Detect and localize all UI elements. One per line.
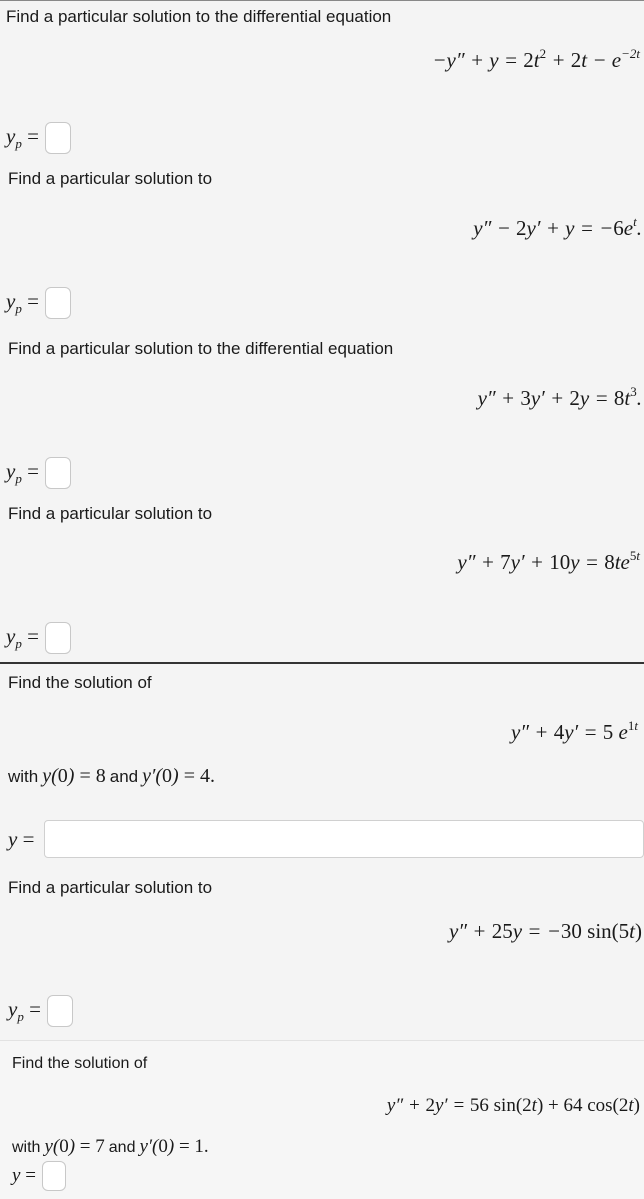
answer-label: $y_p$ = [6, 458, 39, 487]
problem-2-prompt: Find a particular solution to [8, 169, 213, 188]
answer-label: y = [12, 1165, 36, 1186]
problem-5-answer [8, 820, 644, 858]
problem-1-equation: $-y'' + y = 2t^2 + 2t - e^{-2t}$ [432, 46, 640, 72]
problem-2-answer [6, 287, 71, 319]
problem-1-answer [6, 122, 71, 154]
problem-7-equation: y″ + 2y′ = 56 sin(2t) + 64 cos(2t) [386, 1095, 640, 1116]
problem-4-answer [6, 622, 71, 654]
answer-label: $y_p$ = [6, 288, 39, 317]
answer-label: $y_p$ = [6, 123, 39, 152]
problem-6-answer [8, 995, 73, 1027]
problem-3-prompt: Find a particular solution to the differential equation [8, 339, 394, 358]
problem-6-answer-input[interactable] [47, 995, 73, 1027]
problem-2-answer-input[interactable] [45, 287, 71, 319]
problem-5-prompt: Find the solution of [8, 673, 152, 692]
problem-3-answer-input[interactable] [45, 457, 71, 489]
section-divider [0, 662, 644, 664]
problem-7-prompt: Find the solution of [12, 1055, 148, 1072]
answer-label: $y_p$ = [6, 623, 39, 652]
problem-1-answer-input[interactable] [45, 122, 71, 154]
answer-label: $y_p$ = [8, 996, 41, 1025]
problem-5-equation: y″ + 4y′ = 5 $e^{1t}$ [510, 718, 638, 744]
top-divider [0, 0, 644, 1]
problem-6-prompt: Find a particular solution to [8, 878, 213, 897]
problem-5-initial-conditions: with y(0) = 8 and y′(0) = 4. [8, 765, 215, 787]
problem-3-answer [6, 457, 71, 489]
problem-7-answer [12, 1161, 66, 1191]
problem-5-answer-input[interactable] [44, 820, 644, 858]
problem-1-prompt: Find a particular solution to the differential equation [6, 7, 392, 26]
problem-4-answer-input[interactable] [45, 622, 71, 654]
answer-label: y = [8, 826, 35, 851]
problem-3-equation: $y'' + 3y' + 2y = 8t^3$. [477, 384, 642, 410]
problem-7-initial-conditions: with y(0) = 7 and y′(0) = 1. [12, 1136, 209, 1157]
problem-4-equation: $y'' + 7y' + 10y = 8te^{5t}$ [457, 548, 640, 574]
problem-7-answer-input[interactable] [42, 1161, 66, 1191]
problem-6-equation: y″ + 25y = −30 sin(5t) [448, 919, 642, 943]
problem-4-prompt: Find a particular solution to [8, 504, 213, 523]
problem-2-equation: $y'' - 2y' + y = -6e^t$. [473, 214, 642, 240]
